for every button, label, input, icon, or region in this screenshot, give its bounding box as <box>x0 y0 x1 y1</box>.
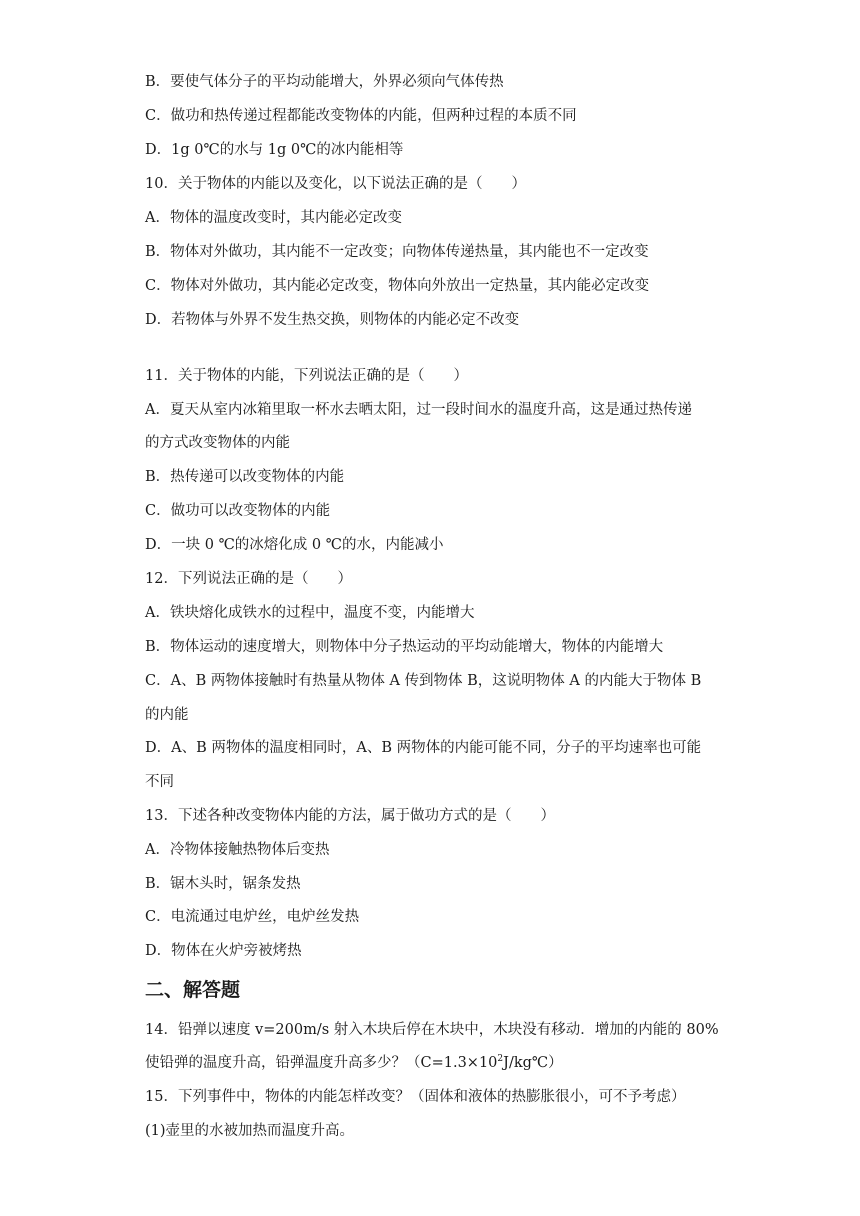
exponent: 2 <box>497 1054 504 1065</box>
q10-option-b: B．物体对外做功，其内能不一定改变；向物体传递热量，其内能也不一定改变 <box>145 244 649 260</box>
q12-option-c-cont: 的内能 <box>145 707 189 723</box>
q15-part-1: (1)壶里的水被加热而温度升高。 <box>145 1123 355 1139</box>
q13-stem: 13．下述各种改变物体内能的方法，属于做功方式的是（ ） <box>145 808 555 824</box>
q11-option-b: B．热传递可以改变物体的内能 <box>145 469 345 485</box>
q9-option-b: B．要使气体分子的平均动能增大，外界必须向气体传热 <box>145 74 504 90</box>
q13-option-b: B．锯木头时，锯条发热 <box>145 876 301 892</box>
q11-option-a: A．夏天从室内冰箱里取一杯水去晒太阳，过一段时间水的温度升高，这是通过热传递 <box>145 402 692 418</box>
q9-option-c: C．做功和热传递过程都能改变物体的内能，但两种过程的本质不同 <box>145 108 577 124</box>
q13-option-c: C．电流通过电炉丝，电炉丝发热 <box>145 909 360 925</box>
q10-option-a: A．物体的温度改变时，其内能必定改变 <box>145 210 402 226</box>
q14-stem-cont-text: 使铅弹的温度升高，铅弹温度升高多少？（C=1.3×10 <box>145 1055 498 1071</box>
section-heading: 二、解答题 <box>145 979 241 1001</box>
q13-option-a: A．冷物体接触热物体后变热 <box>145 842 330 858</box>
q12-option-c: C．A、B 两物体接触时有热量从物体 A 传到物体 B，这说明物体 A 的内能大于物体 B <box>145 673 702 689</box>
q12-stem: 12．下列说法正确的是（ ） <box>145 571 352 587</box>
q11-stem: 11．关于物体的内能，下列说法正确的是（ ） <box>145 368 468 384</box>
q15-stem: 15．下列事件中，物体的内能怎样改变？（固体和液体的热膨胀很小，可不予考虑） <box>145 1089 686 1105</box>
q9-option-d: D．1g 0℃的水与 1g 0℃的冰内能相等 <box>145 142 404 158</box>
q12-option-a: A．铁块熔化成铁水的过程中，温度不变，内能增大 <box>145 605 475 621</box>
q13-option-d: D．物体在火炉旁被烤热 <box>145 943 302 959</box>
q10-stem: 10．关于物体的内能以及变化，以下说法正确的是（ ） <box>145 176 526 192</box>
q14-stem: 14．铅弹以速度 v=200m/s 射入木块后停在木块中，木块没有移动．增加的内能的 80% <box>145 1022 719 1038</box>
q14-unit: J/kg℃） <box>503 1055 563 1071</box>
q11-option-c: C．做功可以改变物体的内能 <box>145 503 331 519</box>
q10-option-d: D．若物体与外界不发生热交换，则物体的内能必定不改变 <box>145 312 520 328</box>
q11-option-d: D．一块 0 ℃的冰熔化成 0 ℃的水，内能减小 <box>145 537 444 553</box>
q10-option-c: C．物体对外做功，其内能必定改变，物体向外放出一定热量，其内能必定改变 <box>145 278 650 294</box>
q12-option-b: B．物体运动的速度增大，则物体中分子热运动的平均动能增大，物体的内能增大 <box>145 639 664 655</box>
q12-option-d-cont: 不同 <box>145 774 174 790</box>
q14-stem-cont <box>145 1053 563 1073</box>
q11-option-a-cont: 的方式改变物体的内能 <box>145 435 290 451</box>
q12-option-d: D．A、B 两物体的温度相同时，A、B 两物体的内能可能不同，分子的平均速率也可能 <box>145 740 702 756</box>
